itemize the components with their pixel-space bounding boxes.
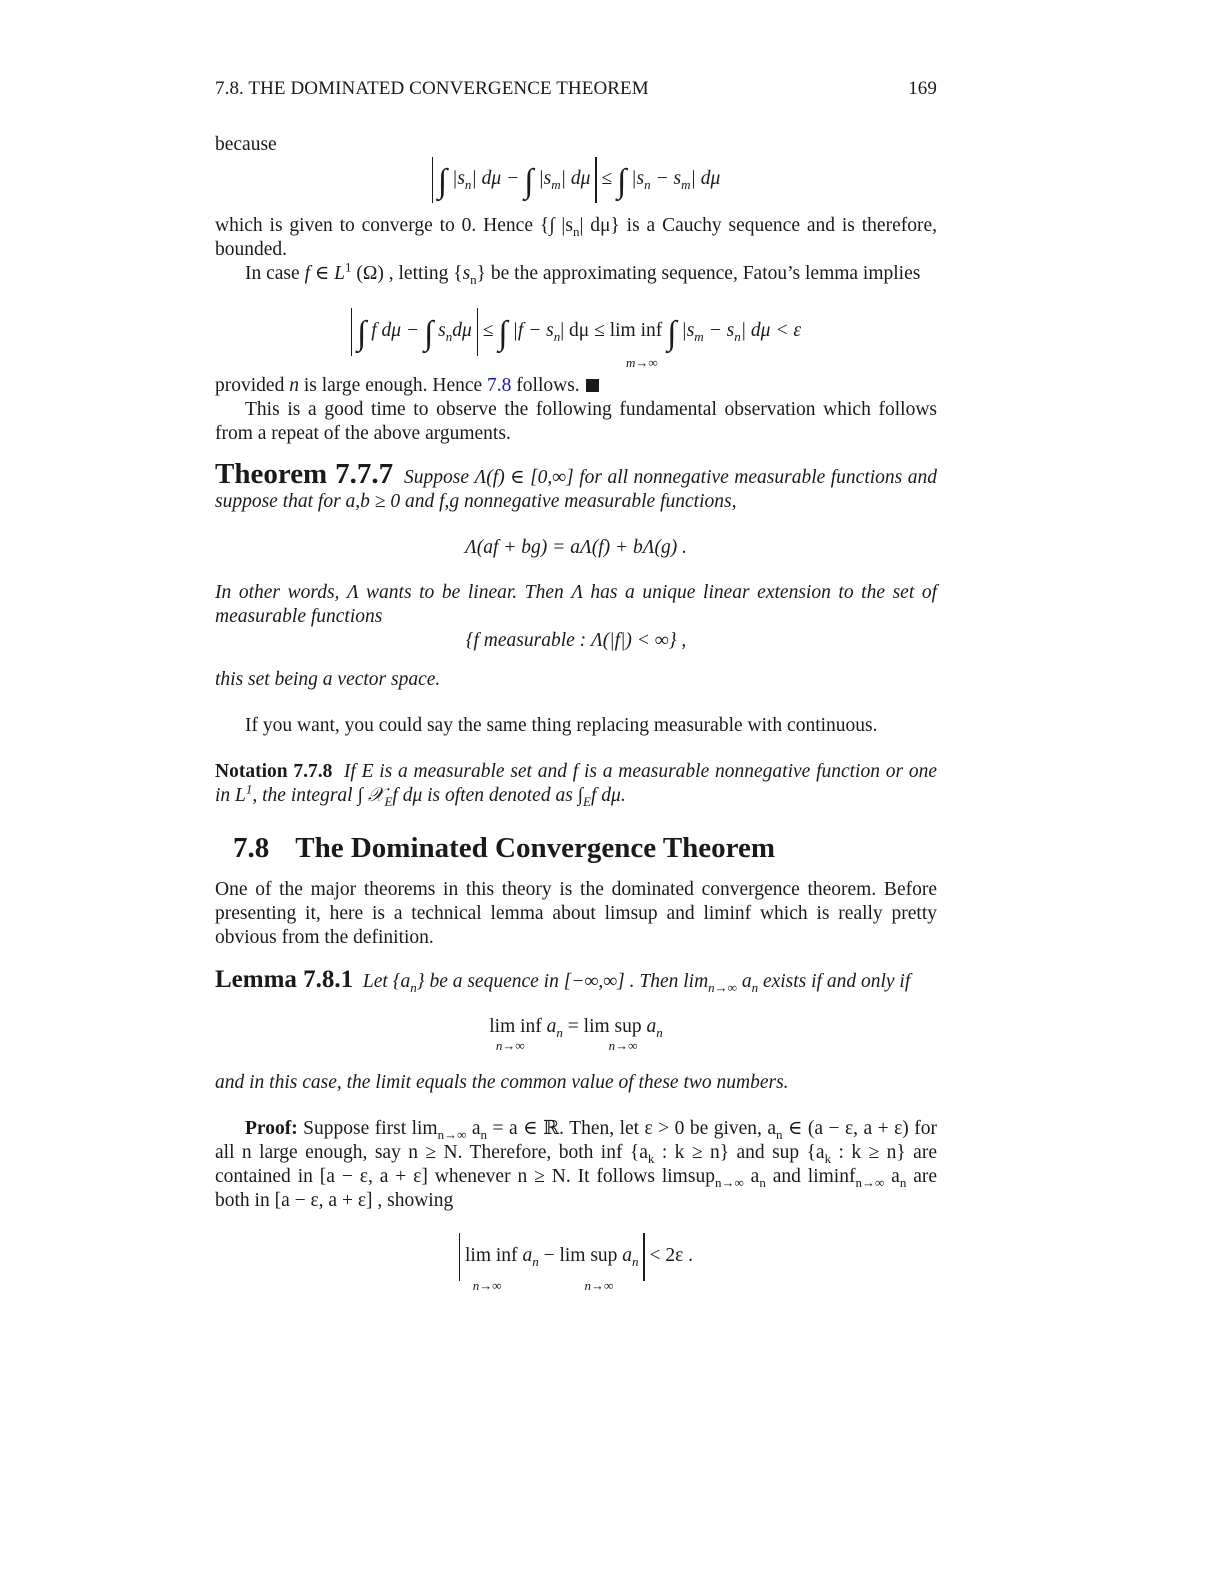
proof-paragraph: Proof: Suppose first $\lim_{n\to\infty} a_n = a$ ∈ ℝ. Then, let ε > 0 be given, $a_n$ ∈ (a − ε, a + ε) for all n large enough, say n ≥ N. Therefore, both inf {$a_k$ : k ≥ n} and sup {$a_k$ : k ≥ n} are contained in [a − ε, a + ε] whenever n ≥ N. It follows limsup$_{n\to\infty}$ $a_n$ and liminf$_{n\to\infty}$ $a_n$ are both in [a − ε, a + ε] , showing (215, 1118, 938, 1211)
notation-7-7-8: Notation 7.7.8 If E is a measurable set and f is a measurable nonnegative function or one in $L^1$, the integral ∫ 𝒳$_E$f dμ is often denoted as $\int_Ef$ dμ. (215, 761, 938, 809)
section-title: The Dominated Convergence Theorem (295, 832, 776, 864)
lemma-title: Lemma 7.8.1 (215, 966, 354, 993)
theorem-text-2: In other words, Λ wants to be linear. Then Λ has a unique linear extension to the set of measurable functions (215, 582, 937, 627)
equation-cauchy: ∫ $|s_n|$ dμ − ∫ $|s_m|$ dμ ≤ ∫ $|s_n - s_m|$ dμ (215, 155, 937, 203)
paragraph-fatou: In case f ∈ $L^1$ (Ω) , letting $\{s_n\}$ be the approximating sequence, Fatou’s lemma implies (245, 259, 921, 287)
qed-box-icon (586, 379, 599, 392)
paragraph-continuous: If you want, you could say the same thing replacing measurable with continuous. (245, 715, 878, 736)
notation-title: Notation 7.7.8 (215, 761, 333, 782)
theorem-set: {f measurable : Λ(|f|) < ∞} , (465, 630, 687, 651)
paragraph-because: because (215, 134, 277, 155)
theorem-text-3: this set being a vector space. (215, 669, 441, 690)
page-number: 169 (908, 78, 937, 99)
theorem-title: Theorem 7.7.7 (215, 458, 394, 490)
running-header (215, 78, 937, 100)
equation-fatou: ∫ f dμ − ∫ $s_nd\mu$ ≤ ∫ $|f - s_n|$ dμ ≤ lim inf m→∞ ∫ $|s_m - s_n|$ dμ < ε (215, 306, 937, 356)
lemma-conclusion: and in this case, the limit equals the common value of these two numbers. (215, 1072, 789, 1093)
theorem-7-7-7: Theorem 7.7.7 Suppose Λ(f) ∈ [0,∞] for all nonnegative measurable functions and suppose that for a,b ≥ 0 and f,g nonnegative measurable functions, (215, 458, 937, 512)
proof-label: Proof: (245, 1118, 298, 1139)
header-title: 7.8. THE DOMINATED CONVERGENCE THEOREM (215, 78, 649, 99)
proof-equation: lim inf n→∞ $a_n - \lim$ sup n→∞ $a_n < 2\varepsilon$ . (215, 1232, 937, 1282)
section-heading (233, 832, 775, 865)
lemma-equation: lim inf n→∞ $a_n = \lim$ sup n→∞ $a_n$ (489, 1016, 663, 1053)
paragraph-provided: provided n is large enough. Hence 7.8 follows. (215, 374, 937, 398)
paragraph-intro-dct: One of the major theorems in this theory is the dominated convergence theorem. Before presenting it, here is a technical lemma about limsup and liminf which is really pretty obvious from the definition. (215, 879, 937, 948)
link-7-8[interactable]: 7.8 (487, 375, 512, 396)
section-number: 7.8 (233, 832, 270, 864)
paragraph-observation: This is a good time to observe the following fundamental observation which follows from a repeat of the above arguments. (215, 399, 937, 444)
theorem-equation: Λ(af + bg) = aΛ(f) + bΛ(g) . (464, 537, 688, 558)
lemma-7-8-1: Lemma 7.8.1 Let $\{a_n\}$ be a sequence in [−∞,∞] . Then $\lim_{n\to\infty} a_n$ exists if and only if (215, 966, 911, 995)
paragraph-cauchy: which is given to converge to 0. Hence {∫ $|s_n|$ dμ} is a Cauchy sequence and is therefore, bounded. (215, 215, 937, 260)
